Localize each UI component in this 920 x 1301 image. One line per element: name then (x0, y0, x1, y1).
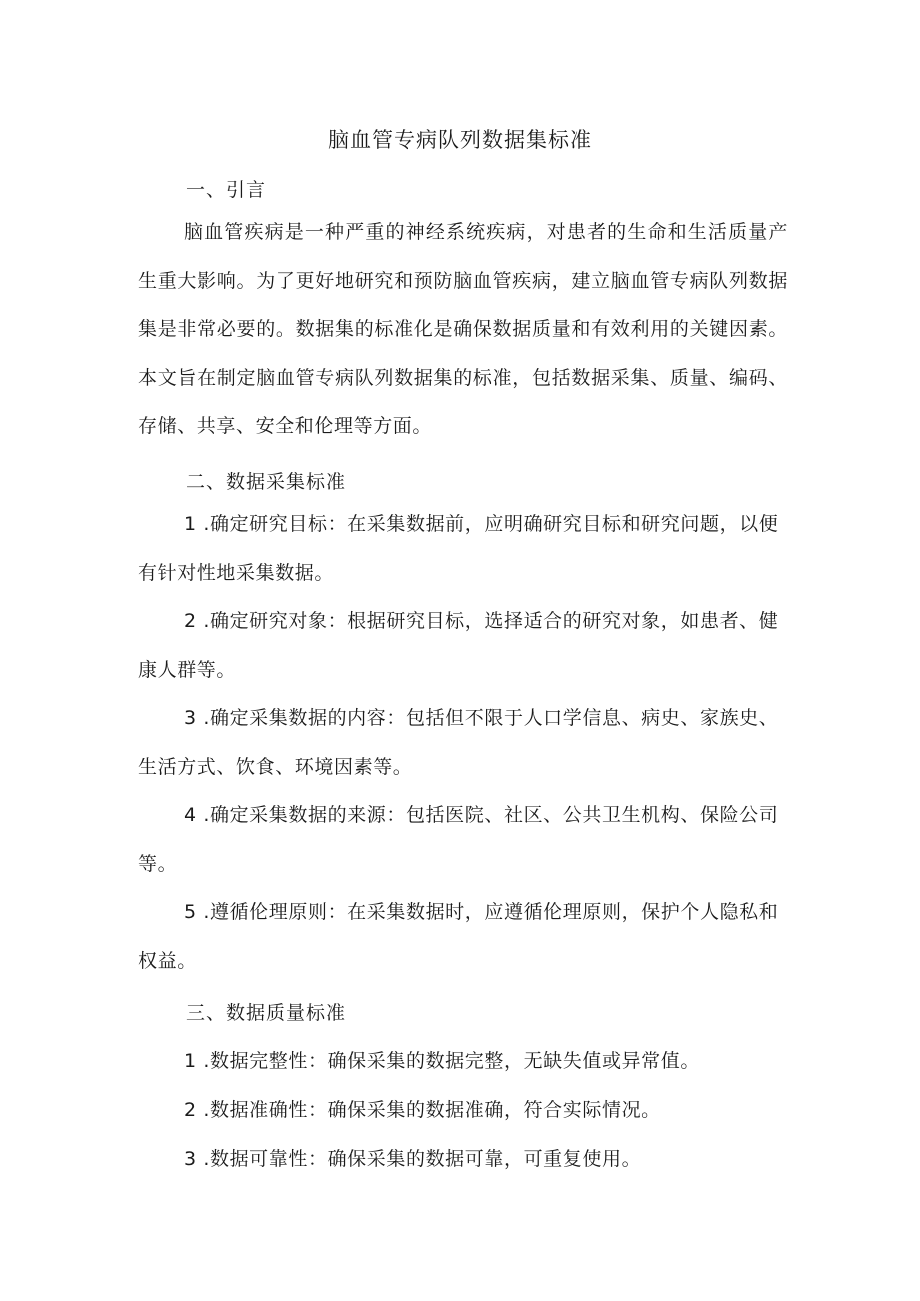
collection-item-4: 4 .确定采集数据的来源：包括医院、社区、公共卫生机构、保险公司等。 (138, 804, 779, 875)
collection-item-5: 5 .遵循伦理原则：在采集数据时，应遵循伦理原则，保护个人隐私和权益。 (138, 901, 779, 972)
collection-item-3: 3 .确定采集数据的内容：包括但不限于人口学信息、病史、家族史、生活方式、饮食、环境因素等。 (138, 707, 779, 778)
quality-item-2: 2 .数据准确性：确保采集的数据准确，符合实际情况。 (184, 1099, 661, 1121)
quality-item-1: 1 .数据完整性：确保采集的数据完整，无缺失值或异常值。 (184, 1050, 700, 1072)
intro-paragraph: 脑血管疾病是一种严重的神经系统疾病，对患者的生命和生活质量产生重大影响。为了更好地研究和预防脑血管疾病，建立脑血管专病队列数据集是非常必要的。数据集的标准化是确保数据质量和有效利用的关键因素。本文旨在制定脑血管专病队列数据集的标准，包括数据采集、质量、编码、存储、共享、安全和伦理等方面。 (138, 221, 788, 437)
section-heading-quality: 三、数据质量标准 (186, 1002, 347, 1024)
section-heading-collection: 二、数据采集标准 (186, 471, 347, 493)
collection-item-2: 2 .确定研究对象：根据研究目标，选择适合的研究对象，如患者、健康人群等。 (138, 610, 779, 681)
document-title: 脑血管专病队列数据集标准 (328, 128, 592, 152)
collection-item-1: 1 .确定研究目标：在采集数据前，应明确研究目标和研究问题，以便有针对性地采集数据。 (138, 513, 779, 584)
quality-item-3: 3 .数据可靠性：确保采集的数据可靠，可重复使用。 (184, 1148, 642, 1170)
section-heading-intro: 一、引言 (186, 179, 267, 201)
